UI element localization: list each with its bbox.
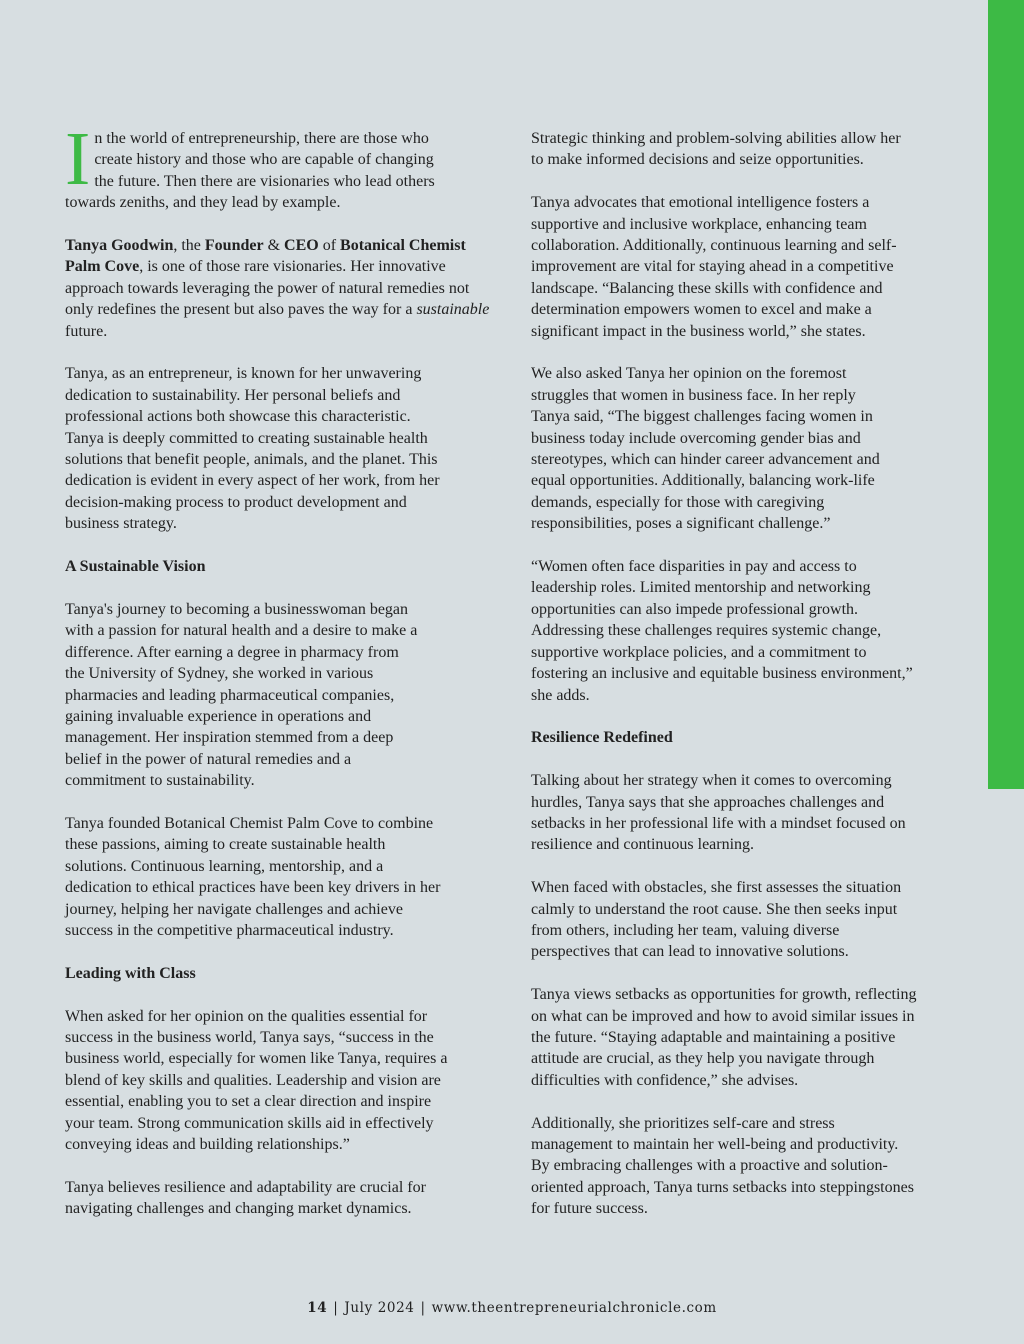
body-paragraph: Tanya, as an entrepreneur, is known for her unwavering dedication to sustainability. Her personal beliefs and professional actions both showcase this characteristic. Tanya is deeply committed to creating sustainable health solutions that benefit people, animals, and the planet. This dedication is evident in every aspect of her work, from her decision-making process to product development and business strategy. [65, 365, 440, 533]
company-name: Botanical Chemist Palm Cove [65, 237, 466, 276]
body-paragraph: “Women often face disparities in pay and access to leadership roles. Limited mentorship and networking opportunities can also impede professional growth. Addressing these challenges requires systemic change, supportive workplace policies, and a commitment to fostering an inclusive and equitable business environment,” she adds. [531, 558, 913, 704]
body-paragraph: Tanya views setbacks as opportunities for growth, reflecting on what can be improved and how to avoid similar issues in the future. “Staying adaptable and maintaining a positive attitude are crucial, as they help you navigate through difficulties with confidence,” she advises. [531, 986, 917, 1089]
body-paragraph: Additionally, she prioritizes self-care and stress management to maintain her well-being and productivity. By embracing challenges with a proactive and solution- oriented approach, Tanya turns setbacks into steppingstones for future success. [531, 1114, 914, 1218]
role-founder: Founder [204, 237, 264, 255]
role-ceo: CEO [284, 237, 319, 255]
page-number: 14 [307, 1300, 328, 1316]
website-link[interactable]: www.theentrepreneurialchronicle.com [431, 1300, 717, 1316]
body-paragraph: We also asked Tanya her opinion on the foremost struggles that women in business face. In her reply Tanya said, “The biggest challenges facing women in business today include overcoming gender bias and stereotypes, which can hinder career advancement and equal opportunities. Additionally, balancing work-life demands, especially for those with caregiving responsibilities, poses a significant challenge.” [531, 365, 880, 533]
body-paragraph: Talking about her strategy when it comes to overcoming hurdles, Tanya says that she approaches challenges and setbacks in her professional life with a mindset focused on resilience and continuous learning. [531, 772, 906, 854]
body-paragraph: Tanya founded Botanical Chemist Palm Cove to combine these passions, aiming to create sustainable health solutions. Continuous learning, mentorship, and a dedication to ethical practices have been key drivers in her journey, helping her navigate challenges and achieve success in the competitive pharmaceutical industry. [65, 814, 441, 939]
text-run: , the [173, 237, 205, 255]
right-column [531, 128, 963, 1241]
section-heading: A Sustainable Vision [65, 558, 206, 576]
footer-separator: | [420, 1300, 426, 1316]
issue-date: July 2024 [344, 1300, 415, 1316]
body-paragraph: Tanya believes resilience and adaptability are crucial for navigating challenges and changing market dynamics. [65, 1178, 426, 1218]
text-run: & [263, 237, 285, 255]
body-paragraph: Tanya advocates that emotional intelligence fosters a supportive and inclusive workplace, enhancing team collaboration. Additionally, continuous learning and self- improvement are vital for staying ahead in a competitive landscape. “Balancing these skills with confidence and determination empowers women to excel and make a significant impact in the business world,” she states. [531, 194, 897, 340]
body-paragraph: When asked for her opinion on the qualities essential for success in the business world, Tanya says, “success in the business world, especially for women like Tanya, requires a blend of key skills and qualities. Leadership and vision are essential, enabling you to set a clear direction and inspire your team. Strong communication skills aid in effectively conveying ideas and building relationships.” [65, 1007, 448, 1153]
accent-side-bar [988, 0, 1024, 789]
founder-name: Tanya Goodwin [65, 237, 174, 255]
left-column [65, 117, 495, 1241]
emphasis-sustainable: sustainable [416, 301, 490, 319]
right-body [531, 128, 963, 1220]
left-body [65, 363, 495, 1219]
section-heading: Leading with Class [65, 964, 196, 982]
text-run: future. [65, 322, 108, 340]
intro-paragraph [65, 117, 495, 214]
body-paragraph: When faced with obstacles, she first assesses the situation calmly to understand the root cause. She then seeks input from others, including her team, valuing diverse perspectives that can lead to innovative solutions. [531, 879, 902, 961]
footer-separator: | [333, 1300, 339, 1316]
intro-text: n the world of entrepreneurship, there are those who create history and those who are capable of changing the future. Then there are visionaries who lead others towards zeniths, and they lead by example. [65, 130, 435, 212]
page-footer [0, 1300, 1024, 1316]
founder-paragraph [65, 235, 495, 342]
body-paragraph: Strategic thinking and problem-solving abilities allow her to make informed decisions and seize opportunities. [531, 130, 901, 169]
body-paragraph: Tanya's journey to becoming a businesswoman began with a passion for natural health and a desire to make a difference. After earning a degree in pharmacy from the University of Sydney, she worked in various pharmacies and leading pharmaceutical companies, gaining invaluable experience in operations and management. Her inspiration stemmed from a deep belief in the power of natural remedies and a commitment to sustainability. [65, 600, 418, 790]
text-run: , is one of those rare visionaries. Her innovative approach towards leveraging the power of natural remedies not only redefines the present but also paves the way for a [65, 258, 470, 319]
drop-cap: I [65, 117, 91, 201]
section-heading: Resilience Redefined [531, 729, 673, 747]
text-run: of [318, 237, 341, 255]
